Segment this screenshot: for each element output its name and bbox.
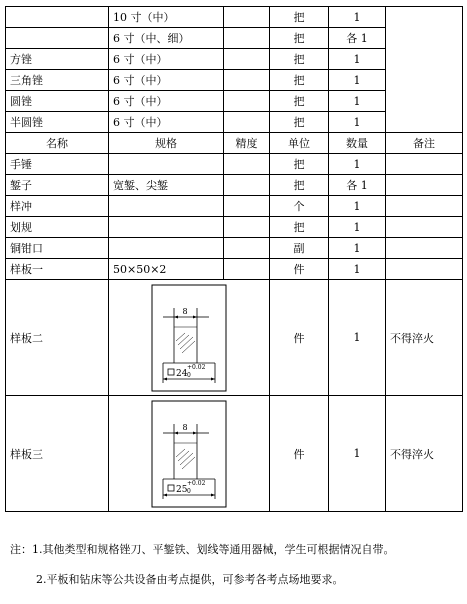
unit-cell: 把 [270, 217, 329, 238]
qty-cell: 1 [329, 238, 386, 259]
qty-cell: 1 [329, 396, 386, 512]
table-row [6, 259, 463, 280]
remark-cell [386, 217, 463, 238]
name-cell [6, 28, 109, 49]
dim-base-label: 24 [176, 368, 188, 379]
unit-cell: 件 [270, 396, 329, 512]
unit-cell: 把 [270, 49, 329, 70]
precision-cell [224, 154, 270, 175]
precision-cell [224, 238, 270, 259]
remark-cell [386, 154, 463, 175]
unit-cell: 副 [270, 238, 329, 259]
spec-cell: 6 寸（中） [109, 112, 224, 133]
precision-cell [224, 196, 270, 217]
spec-cell: 6 寸（中） [109, 70, 224, 91]
qty-cell: 1 [329, 91, 386, 112]
unit-cell: 把 [270, 91, 329, 112]
qty-cell: 1 [329, 112, 386, 133]
header-name: 名称 [6, 133, 109, 154]
header-remark: 备注 [386, 133, 463, 154]
spec-cell: 宽錾、尖錾 [109, 175, 224, 196]
name-cell [6, 7, 109, 28]
header-precision: 精度 [224, 133, 270, 154]
precision-cell [224, 91, 270, 112]
template-drawing [151, 399, 227, 509]
name-cell: 样冲 [6, 196, 109, 217]
precision-cell [224, 28, 270, 49]
qty-cell: 1 [329, 217, 386, 238]
spec-cell: 6 寸（中） [109, 91, 224, 112]
table-row [6, 280, 463, 396]
name-cell: 半圆锉 [6, 112, 109, 133]
table-row [6, 154, 463, 175]
name-cell: 划规 [6, 217, 109, 238]
template-drawing-cell [109, 280, 270, 396]
name-cell: 錾子 [6, 175, 109, 196]
spec-cell: 50×50×2 [109, 259, 224, 280]
spec-cell: 6 寸（中、细） [109, 28, 224, 49]
table-row [6, 217, 463, 238]
remark-cell [386, 259, 463, 280]
tool-list-table [5, 6, 463, 512]
name-cell: 铜钳口 [6, 238, 109, 259]
qty-cell: 1 [329, 259, 386, 280]
unit-cell: 把 [270, 175, 329, 196]
unit-cell: 件 [270, 280, 329, 396]
qty-cell: 各 1 [329, 28, 386, 49]
dim-top-label: 8 [182, 306, 188, 316]
name-cell: 手锤 [6, 154, 109, 175]
remark-cell [386, 238, 463, 259]
note-line-1: 注：1.其他类型和规格锉刀、平錾铁、划线等通用器械，学生可根据情况自带。 [10, 543, 395, 556]
tolerance-lower-label: 0 [187, 487, 191, 495]
remark-cell [386, 175, 463, 196]
table-row [6, 175, 463, 196]
precision-cell [224, 7, 270, 28]
remark-cell: 不得淬火 [386, 280, 463, 396]
precision-cell [224, 175, 270, 196]
tolerance-upper-label: +0.02 [187, 479, 206, 487]
qty-cell: 1 [329, 7, 386, 28]
header-qty: 数量 [329, 133, 386, 154]
spec-cell [109, 238, 224, 259]
qty-cell: 1 [329, 49, 386, 70]
precision-cell [224, 112, 270, 133]
name-cell: 三角锉 [6, 70, 109, 91]
unit-cell: 个 [270, 196, 329, 217]
header-unit: 单位 [270, 133, 329, 154]
header-spec: 规格 [109, 133, 224, 154]
tolerance-lower-label: 0 [187, 371, 191, 379]
dim-top-label: 8 [182, 422, 188, 432]
table-row [6, 396, 463, 512]
name-cell: 样板二 [6, 280, 109, 396]
note-line-2: 2.平板和钻床等公共设备由考点提供，可参考各考点场地要求。 [36, 573, 344, 586]
table-row [6, 238, 463, 259]
name-cell: 方锉 [6, 49, 109, 70]
unit-cell: 把 [270, 7, 329, 28]
dim-base-label: 25 [176, 484, 188, 495]
unit-cell: 把 [270, 28, 329, 49]
template-drawing-cell [109, 396, 270, 512]
remark-cell [386, 196, 463, 217]
qty-cell: 1 [329, 196, 386, 217]
precision-cell [224, 70, 270, 91]
unit-cell: 件 [270, 259, 329, 280]
unit-cell: 把 [270, 154, 329, 175]
qty-cell: 1 [329, 280, 386, 396]
remark-cell [386, 7, 463, 133]
spec-cell: 10 寸（中） [109, 7, 224, 28]
table-row [6, 196, 463, 217]
qty-cell: 1 [329, 70, 386, 91]
spec-cell [109, 196, 224, 217]
precision-cell [224, 259, 270, 280]
unit-cell: 把 [270, 112, 329, 133]
spec-cell [109, 217, 224, 238]
qty-cell: 各 1 [329, 175, 386, 196]
spec-cell [109, 154, 224, 175]
precision-cell [224, 49, 270, 70]
precision-cell [224, 217, 270, 238]
qty-cell: 1 [329, 154, 386, 175]
spec-cell: 6 寸（中） [109, 49, 224, 70]
remark-cell: 不得淬火 [386, 396, 463, 512]
table-row [6, 7, 463, 28]
tolerance-upper-label: +0.02 [187, 363, 206, 371]
name-cell: 圆锉 [6, 91, 109, 112]
table-header-row [6, 133, 463, 154]
template-drawing [151, 283, 227, 393]
name-cell: 样板三 [6, 396, 109, 512]
name-cell: 样板一 [6, 259, 109, 280]
unit-cell: 把 [270, 70, 329, 91]
